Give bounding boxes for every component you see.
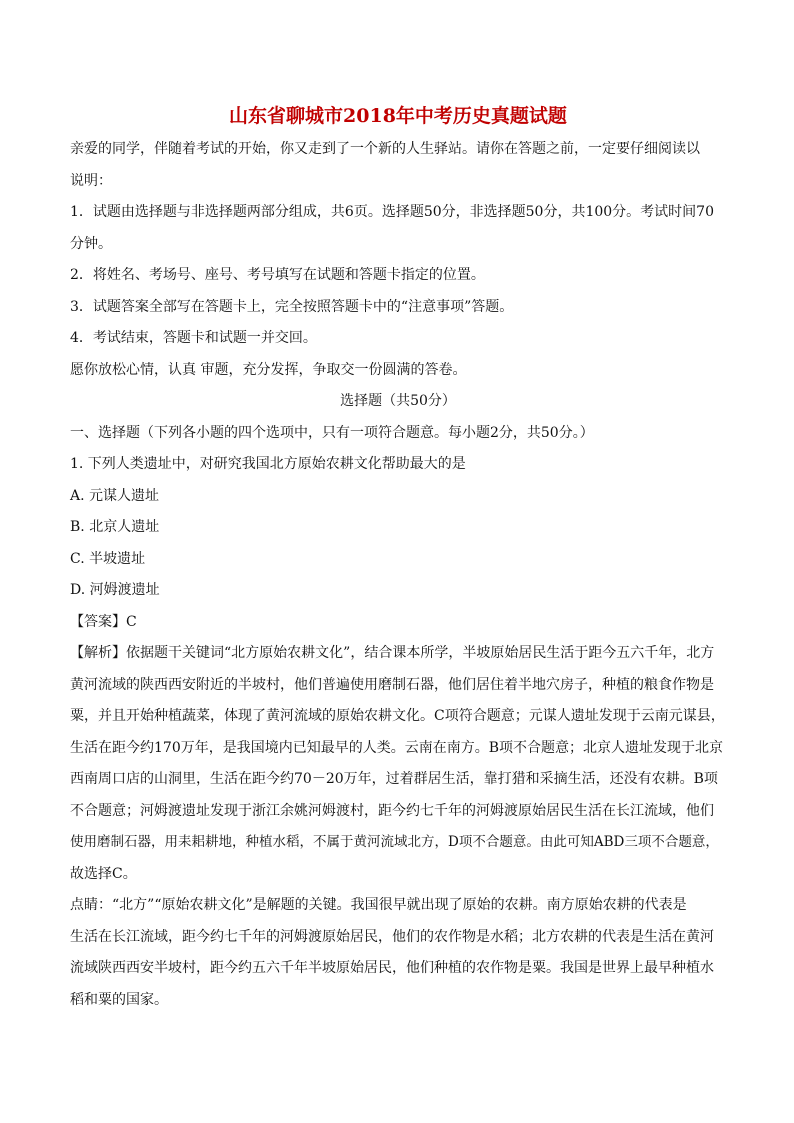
wish-line: 愿你放松心情，认真 审题，充分发挥，争取交一份圆满的答卷。 [70,361,467,378]
document-page [70,98,726,1016]
option-a: A. 元谋人遗址 [70,487,160,504]
instruction-item: 2．将姓名、考场号、座号、考号填写在试题和答题卡指定的位置。 [70,267,485,283]
instruction-item: 1．试题由选择题与非选择题两部分组成，共6页。选择题50分，非选择题50分，共100分。考试时间70 [70,204,714,220]
comment-line: 流域陕西西安半坡村，距今约五六千年半坡原始居民，他们种植的农作物是粟。我国是世界上最早种植水 [70,960,714,976]
comment-paragraph [70,890,726,1016]
option-d: D. 河姆渡遗址 [70,582,160,598]
instruction-item: 4．考试结束，答题卡和试题一并交回。 [70,330,317,346]
intro-line: 亲爱的同学，伴随着考试的开始，你又走到了一个新的人生驿站。请你在答题之前，一定要仔细阅读以 [70,141,700,157]
section-heading: 选择题（共50分） [340,393,456,409]
page-title: 山东省聊城市2018年中考历史真题试题 [229,105,567,127]
section-description: 一、选择题（下列各小题的四个选项中，只有一项符合题意。每小题2分，共50分。） [70,424,594,441]
analysis-paragraph [70,638,726,890]
analysis-line: 粟，并且开始种植蔬菜，体现了黄河流域的原始农耕文化。C项符合题意；元谋人遗址发现于云南元谋县， [70,708,725,724]
analysis-line: 故选择C。 [70,865,137,882]
option-b: B. 北京人遗址 [70,519,160,535]
comment-line: 点睛：“北方”“原始农耕文化”是解题的关键。我国很早就出现了原始的农耕。南方原始农耕的代表是 [70,897,687,913]
analysis-line: 【解析】依据题干关键词“北方原始农耕文化”，结合课本所学，半坡原始居民生活于距今五六千年，北方 [70,645,715,661]
instruction-item-continued: 分钟。 [70,235,112,252]
answer-line: 【答案】C [70,613,137,630]
analysis-line: 黄河流域的陕西西安附近的半坡村，他们普遍使用磨制石器，他们居住着半地穴房子，种植的粮食作物是 [70,676,714,693]
analysis-line: 生活在距今约170万年，是我国境内已知最早的人类。云南在南方。B项不合题意；北京人遗址发现于北京 [70,739,724,756]
analysis-line: 不合题意；河姆渡遗址发现于浙江余姚河姆渡村，距今约七千年的河姆渡原始居民生活在长江流域，他们 [70,802,714,819]
analysis-line: 使用磨制石器，用耒耜耕地，种植水稻，不属于黄河流域北方，D项不合题意。由此可知ABD三项不合题意， [70,834,719,850]
question-stem: 1. 下列人类遗址中，对研究我国北方原始农耕文化帮助最大的是 [70,456,466,472]
intro-line: 说明： [70,172,112,189]
option-c: C. 半坡遗址 [70,550,146,567]
comment-line: 稻和粟的国家。 [70,991,168,1008]
comment-line: 生活在长江流域，距今约七千年的河姆渡原始居民，他们的农作物是水稻；北方农耕的代表是生活在黄河 [70,928,714,945]
analysis-line: 西南周口店的山洞里，生活在距今约70－20万年，过着群居生活，靠打猎和采摘生活，还没有农耕。B项 [70,771,718,787]
instruction-item: 3．试题答案全部写在答题卡上，完全按照答题卡中的“注意事项”答题。 [70,298,514,315]
